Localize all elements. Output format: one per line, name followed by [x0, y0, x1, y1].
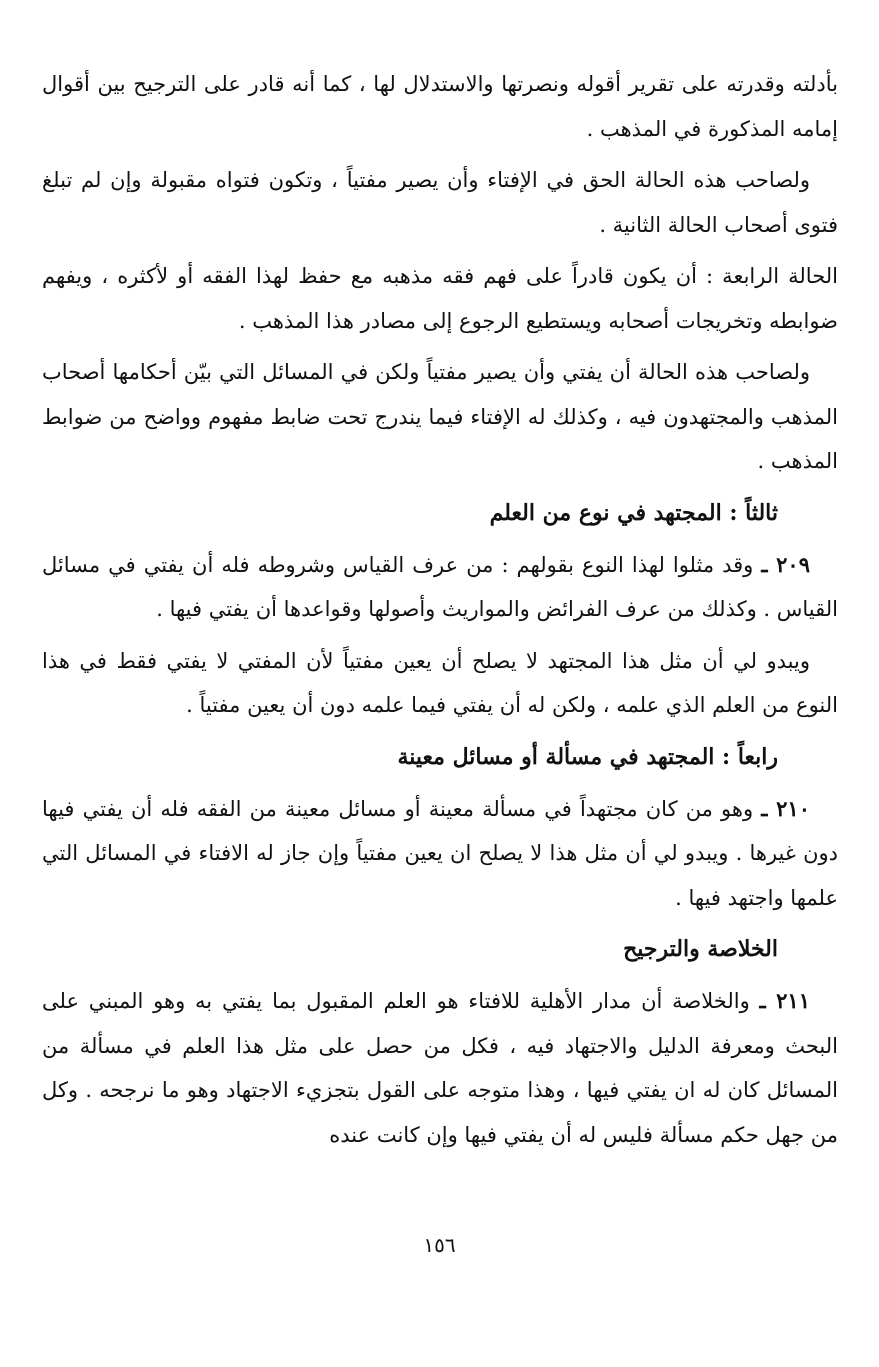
paragraph: ويبدو لي أن مثل هذا المجتهد لا يصلح أن يعين مفتياً لأن المفتي لا يفتي فقط في هذا النوع من العلم الذي علمه ، ولكن له أن يفتي فيما علمه دون أن يعين مفتياً .	[42, 648, 838, 717]
page-body	[42, 62, 838, 1164]
paragraph: بأدلته وقدرته على تقرير أقوله ونصرتها والاستدلال لها ، كما أنه قادر على الترجيح بين أقوال إمامه المذكورة في المذهب .	[42, 72, 838, 141]
section-heading: رابعاً : المجتهد في مسألة أو مسائل معينة	[397, 743, 778, 770]
paragraph-number: ٢١٠ ـ	[761, 795, 810, 821]
page-number: ١٥٦	[423, 1233, 456, 1257]
section-heading: ثالثاً : المجتهد في نوع من العلم	[489, 499, 778, 526]
section-heading: الخلاصة والترجيح	[623, 936, 778, 962]
numbered-paragraph	[42, 979, 838, 1157]
numbered-paragraph	[42, 543, 838, 632]
paragraph-number: ٢٠٩ ـ	[761, 551, 810, 577]
paragraph: ولصاحب هذه الحالة أن يفتي وأن يصير مفتياً ولكن في المسائل التي بيّن أحكامها أصحاب المذهب والمجتهدون فيه ، وكذلك له الإفتاء فيما يندرج تحت ضابط مفهوم وواضح من ضوابط المذهب .	[42, 360, 838, 473]
paragraph: ولصاحب هذه الحالة الحق في الإفتاء وأن يصير مفتياً ، وتكون فتواه مقبولة وإن لم تبلغ فتوى أصحاب الحالة الثانية .	[42, 168, 838, 237]
paragraph-text: والخلاصة أن مدار الأهلية للافتاء هو العلم المقبول بما يفتي به وهو المبني على البحث ومعرفة الدليل والاجتهاد فيه ، فكل من حصل على مثل هذا العلم في مسألة من المسائل كان له ان يفتي فيها ، وهذا متوجه على القول بتجزيء الاجتهاد وهو ما نرجحه . وكل من جهل حكم مسألة فليس له أن يفتي فيها وإن كانت عنده	[42, 989, 838, 1147]
paragraph: الحالة الرابعة : أن يكون قادراً على فهم فقه مذهبه مع حفظ لهذا الفقه أو لأكثره ، ويفهم ضوابطه وتخريجات أصحابه ويستطيع الرجوع إلى مصادر هذا المذهب .	[42, 264, 838, 333]
paragraph-text: وقد مثلوا لهذا النوع بقولهم : من عرف القياس وشروطه فله أن يفتي في مسائل القياس . وكذلك من عرف الفرائض والمواريث وأصولها وقواعدها أن يفتي فيها .	[42, 552, 838, 621]
paragraph-text: وهو من كان مجتهداً في مسألة معينة أو مسائل معينة من الفقه فله أن يفتي فيها دون غيرها . ويبدو لي أن مثل هذا لا يصلح ان يعين مفتياً وإن جاز له الافتاء في المسائل التي علمها واجتهد فيها .	[42, 796, 838, 910]
paragraph-number: ٢١١ ـ	[759, 988, 810, 1013]
numbered-paragraph	[42, 787, 838, 921]
